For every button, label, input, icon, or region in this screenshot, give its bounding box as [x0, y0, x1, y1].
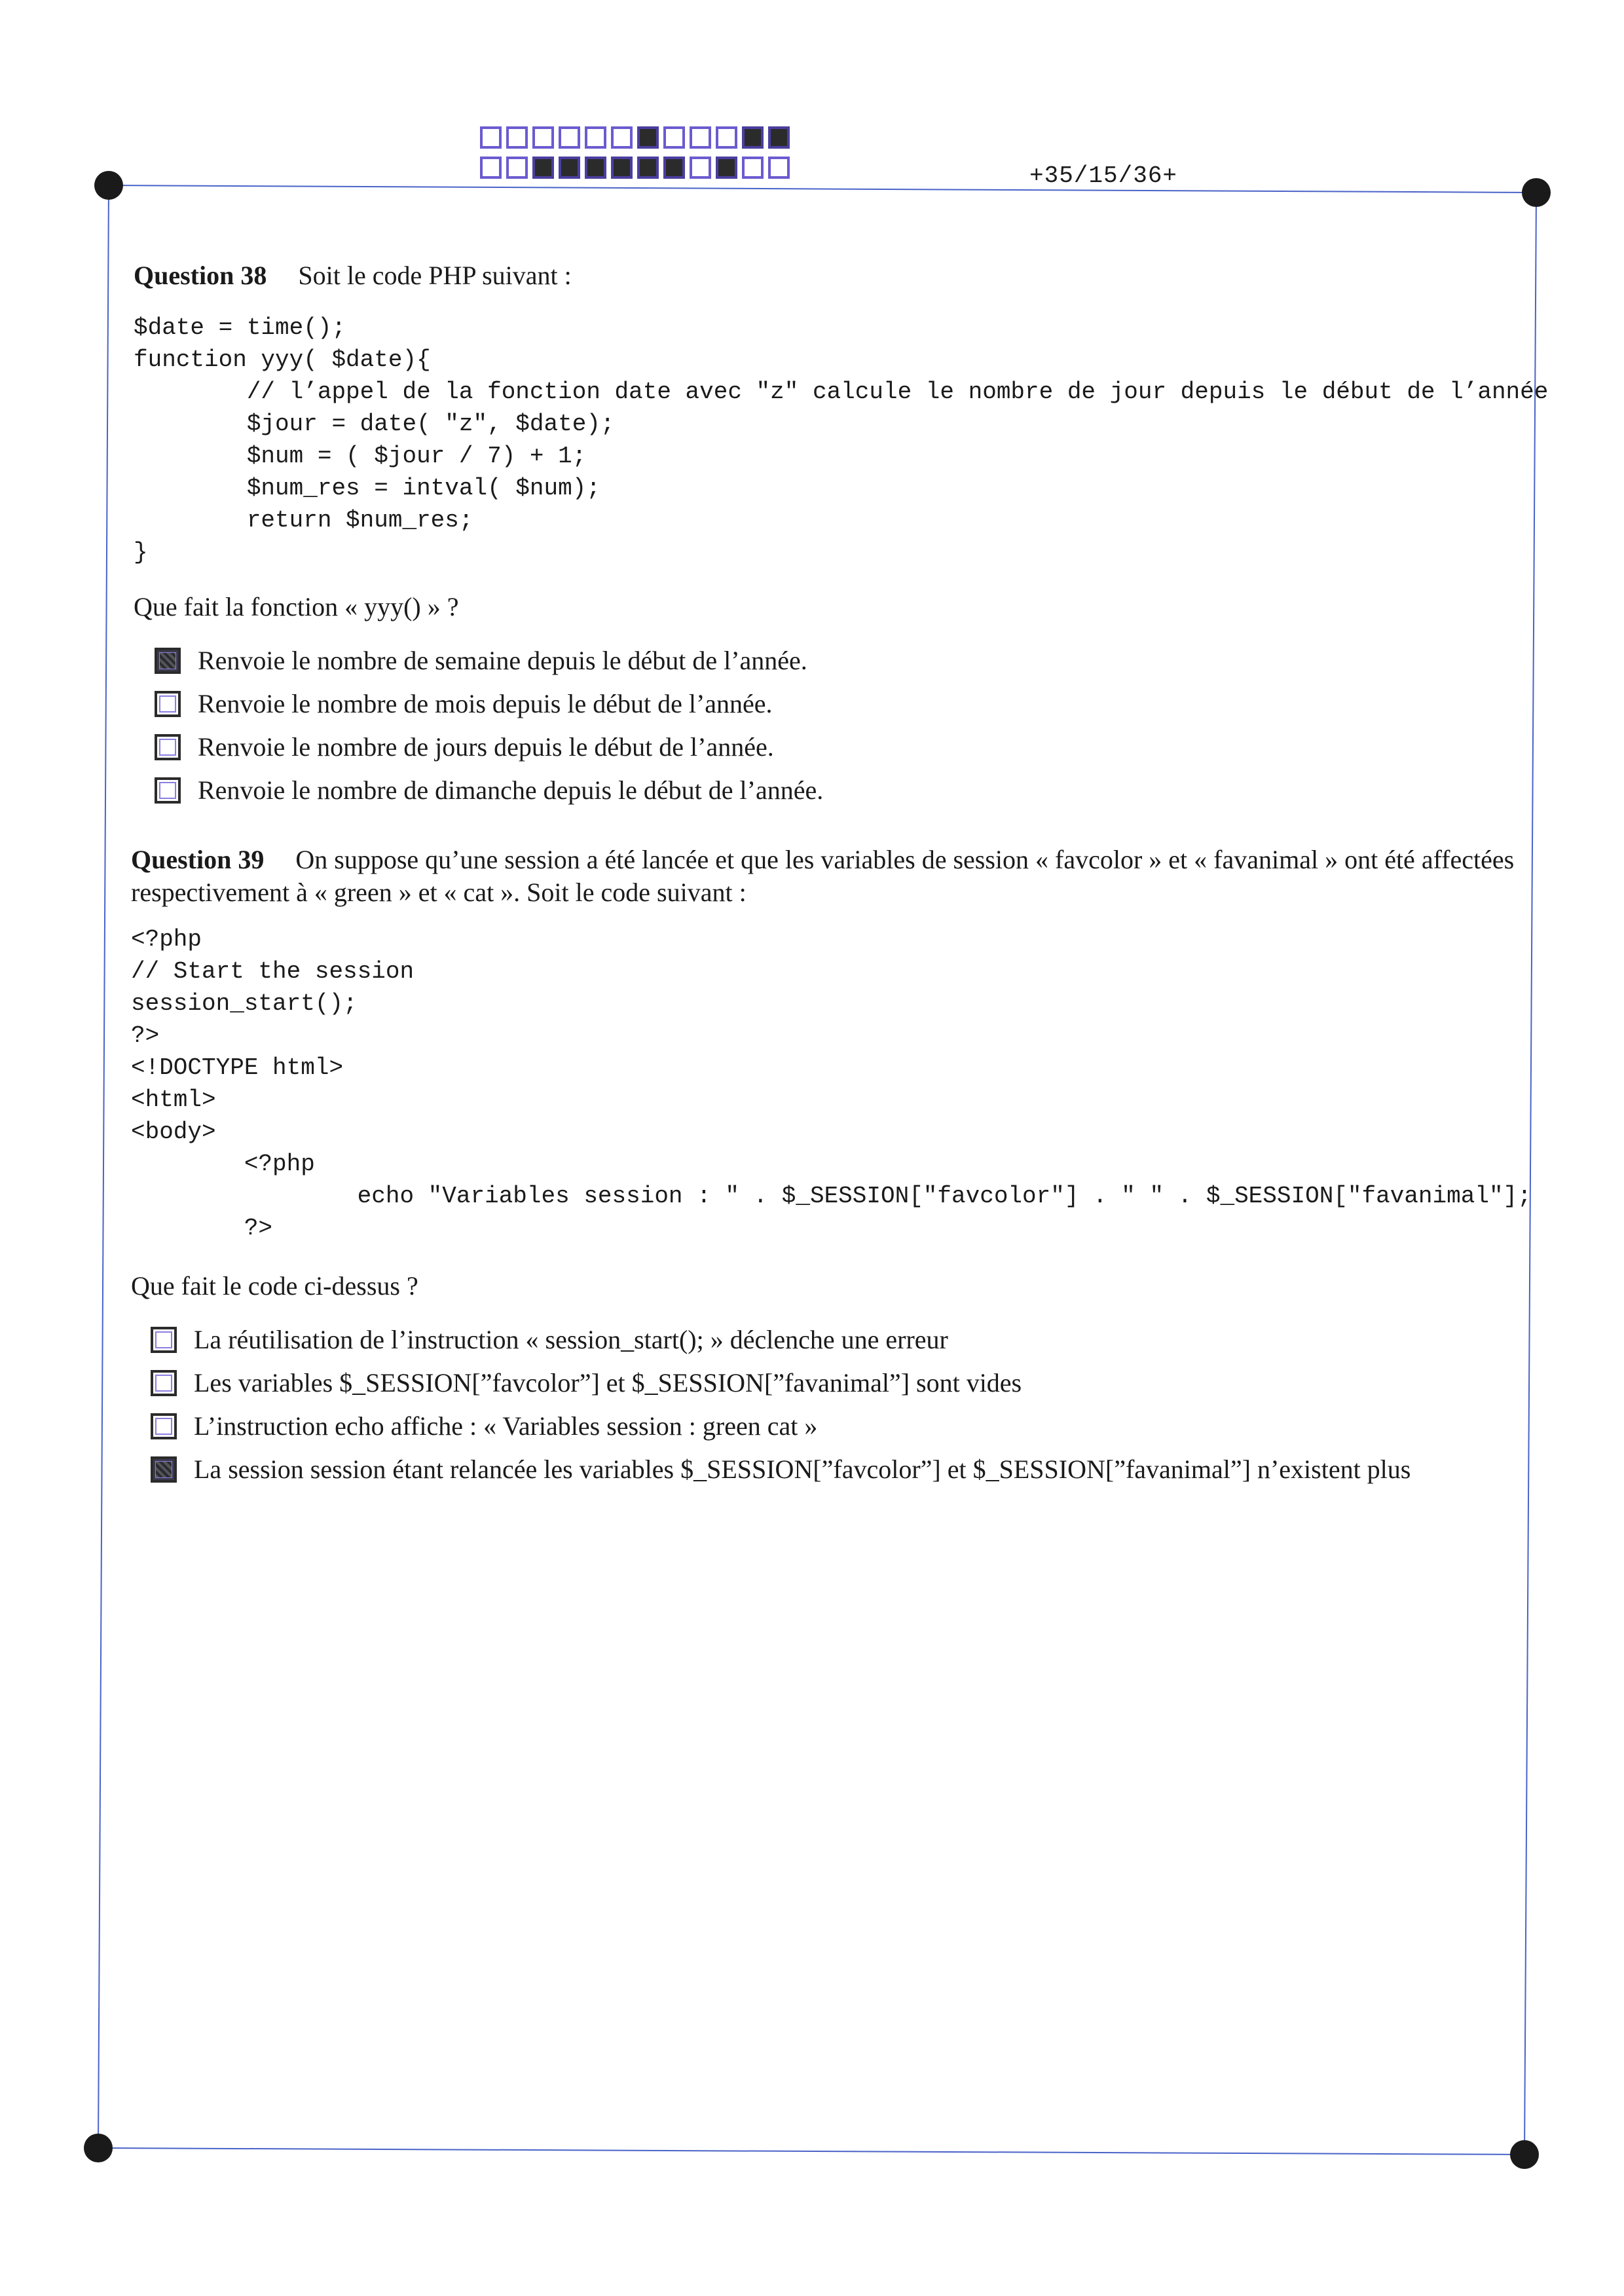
barcode-cell: [716, 157, 737, 179]
barcode-cell: [559, 126, 580, 149]
question-39-header: [131, 843, 1532, 909]
answer-label: Renvoie le nombre de jours depuis le début de l’année.: [198, 732, 774, 762]
barcode-cell: [532, 157, 554, 179]
question-prompt: Que fait le code ci-dessus ?: [131, 1271, 418, 1301]
corner-mark-bottom-left: [84, 2134, 113, 2162]
corner-mark-top-right: [1522, 178, 1551, 207]
barcode-cell: [559, 157, 580, 179]
barcode-cell: [742, 126, 764, 149]
question-38-header: [134, 260, 572, 291]
answer-label: La session session étant relancée les variables $_SESSION[”favcolor”] et $_SESSION[”favanimal”] n’existent plus: [194, 1454, 1411, 1484]
page-id: +35/15/36+: [1029, 162, 1178, 189]
answer-option[interactable]: [151, 1454, 1411, 1485]
answer-option[interactable]: [151, 1367, 1022, 1398]
barcode-cell: [716, 126, 737, 149]
question-label: Question 38: [134, 261, 267, 290]
barcode-cell: [663, 157, 685, 179]
php-code-block: $date = time(); function yyy( $date){ // l’appel de la fonction date avec "z" calcule le nombre de jour depuis le début de l’année $jour = date( "z", $date); $num = ( $jour / 7) + 1; $num_res = intval( $num); return $num_res; }: [134, 314, 1549, 566]
answer-label: L’instruction echo affiche : « Variables session : green cat »: [194, 1411, 818, 1441]
answer-option[interactable]: [155, 731, 774, 762]
barcode-row-1: [480, 126, 794, 149]
checkbox[interactable]: [155, 777, 181, 804]
barcode-row-2: [480, 157, 794, 179]
answer-label: Les variables $_SESSION[”favcolor”] et $_SESSION[”favanimal”] sont vides: [194, 1368, 1022, 1398]
barcode-cell: [663, 126, 685, 149]
answer-option[interactable]: [151, 1411, 817, 1441]
checkbox[interactable]: [151, 1413, 177, 1439]
barcode-cell: [611, 157, 633, 179]
answer-option[interactable]: [155, 645, 807, 676]
barcode-cell: [768, 157, 790, 179]
barcode-cell: [690, 126, 711, 149]
answer-label: Renvoie le nombre de dimanche depuis le début de l’année.: [198, 775, 824, 805]
checkbox[interactable]: [151, 1327, 177, 1353]
barcode-cell: [690, 157, 711, 179]
answer-label: Renvoie le nombre de mois depuis le début de l’année.: [198, 689, 773, 718]
answer-option[interactable]: [155, 775, 823, 805]
php-code-block: <?php // Start the session session_start(); ?> <!DOCTYPE html> <html> <body> <?php echo "Variables session : " . $_SESSION["favcolor"] . " " . $_SESSION["favanimal"]; ?>: [131, 926, 1532, 1242]
barcode-cell: [637, 157, 659, 179]
barcode-cell: [585, 157, 606, 179]
checkbox[interactable]: [151, 1370, 177, 1396]
barcode-cell: [506, 126, 528, 149]
question-prompt: Que fait la fonction « yyy() » ?: [134, 592, 459, 621]
checkbox[interactable]: [151, 1456, 177, 1483]
answer-option[interactable]: [155, 688, 773, 719]
barcode-cell: [532, 126, 554, 149]
barcode-cell: [742, 157, 764, 179]
answer-label: Renvoie le nombre de semaine depuis le début de l’année.: [198, 646, 807, 675]
answer-label: La réutilisation de l’instruction « session_start(); » déclenche une erreur: [194, 1325, 948, 1354]
barcode-cell: [585, 126, 606, 149]
barcode-cell: [480, 157, 502, 179]
barcode-cell: [611, 126, 633, 149]
barcode-cell: [637, 126, 659, 149]
answer-option[interactable]: [151, 1324, 948, 1355]
question-text: On suppose qu’une session a été lancée et que les variables de session « favcolor » et « favanimal » ont été affectées respectivement à « green » et « cat ». Soit le code suivant :: [131, 845, 1515, 907]
checkbox[interactable]: [155, 648, 181, 674]
corner-mark-bottom-right: [1510, 2140, 1539, 2169]
question-label: Question 39: [131, 845, 265, 874]
barcode-cell: [768, 126, 790, 149]
barcode-cell: [480, 126, 502, 149]
checkbox[interactable]: [155, 734, 181, 760]
checkbox[interactable]: [155, 691, 181, 717]
corner-mark-top-left: [94, 171, 123, 200]
question-text: Soit le code PHP suivant :: [298, 261, 572, 290]
barcode-cell: [506, 157, 528, 179]
